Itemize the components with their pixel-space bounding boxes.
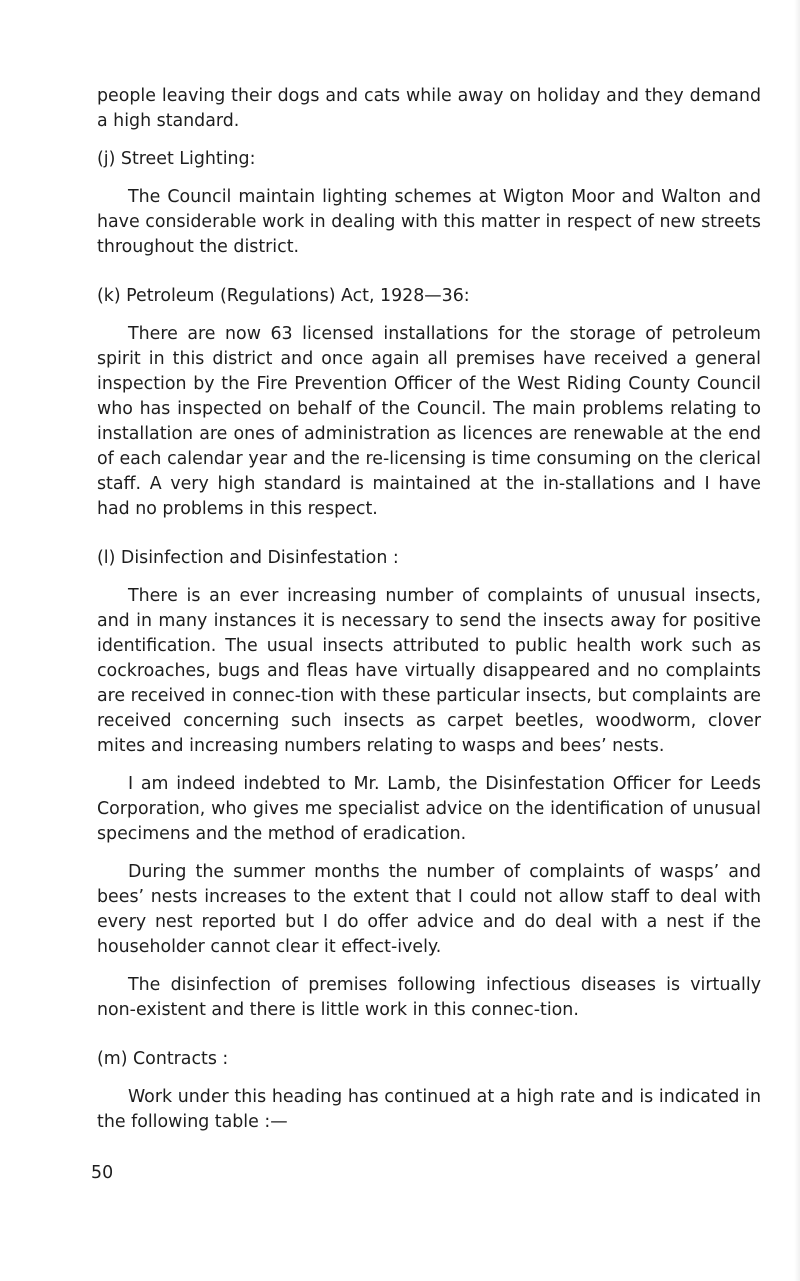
disinfection-paragraph-3: During the summer months the number of complaints of wasps’ and bees’ nests increases to the extent that I could not allow staff to deal with every nest reported but I do offer advice and do deal with a nest if the householder cannot clear it effect-ively.	[97, 862, 761, 957]
petroleum-heading: (k) Petroleum (Regulations) Act, 1928—36:	[97, 286, 470, 306]
disinfection-paragraph-4: The disinfection of premises following infectious diseases is virtually non-existent and there is little work in this connec-tion.	[97, 975, 761, 1020]
page-edge-shadow	[794, 0, 800, 1281]
document-page	[97, 84, 761, 1135]
disinfection-heading: (l) Disinfection and Disinfestation :	[97, 548, 399, 568]
petroleum-paragraph: There are now 63 licensed installations for the storage of petroleum spirit in this district and once again all premises have received a general inspection by the Fire Prevention Officer of the West Riding County Council who has inspected on behalf of the Council. The main problems relating to installation are ones of administration as licences are renewable at the end of each calendar year and the re-licensing is time consuming on the clerical staff. A very high standard is maintained at the in-stallations and I have had no problems in this respect.	[97, 324, 761, 519]
disinfection-paragraph-2: I am indeed indebted to Mr. Lamb, the Disinfestation Officer for Leeds Corporation, who gives me specialist advice on the identification of unusual specimens and the method of eradication.	[97, 774, 761, 844]
intro-paragraph: people leaving their dogs and cats while away on holiday and they demand a high standard.	[97, 86, 761, 131]
street-lighting-paragraph: The Council maintain lighting schemes at Wigton Moor and Walton and have considerable work in dealing with this matter in respect of new streets throughout the district.	[97, 187, 761, 257]
contracts-heading: (m) Contracts :	[97, 1049, 229, 1069]
page-number: 50	[91, 1163, 114, 1183]
street-lighting-heading: (j) Street Lighting:	[97, 149, 256, 169]
contracts-paragraph: Work under this heading has continued at a high rate and is indicated in the following table :—	[97, 1087, 761, 1132]
disinfection-paragraph-1: There is an ever increasing number of complaints of unusual insects, and in many instances it is necessary to send the insects away for positive identification. The usual insects attributed to public health work such as cockroaches, bugs and fleas have virtually disappeared and no complaints are received in connec-tion with these particular insects, but complaints are received concerning such insects as carpet beetles, woodworm, clover mites and increasing numbers relating to wasps and bees’ nests.	[97, 586, 761, 756]
